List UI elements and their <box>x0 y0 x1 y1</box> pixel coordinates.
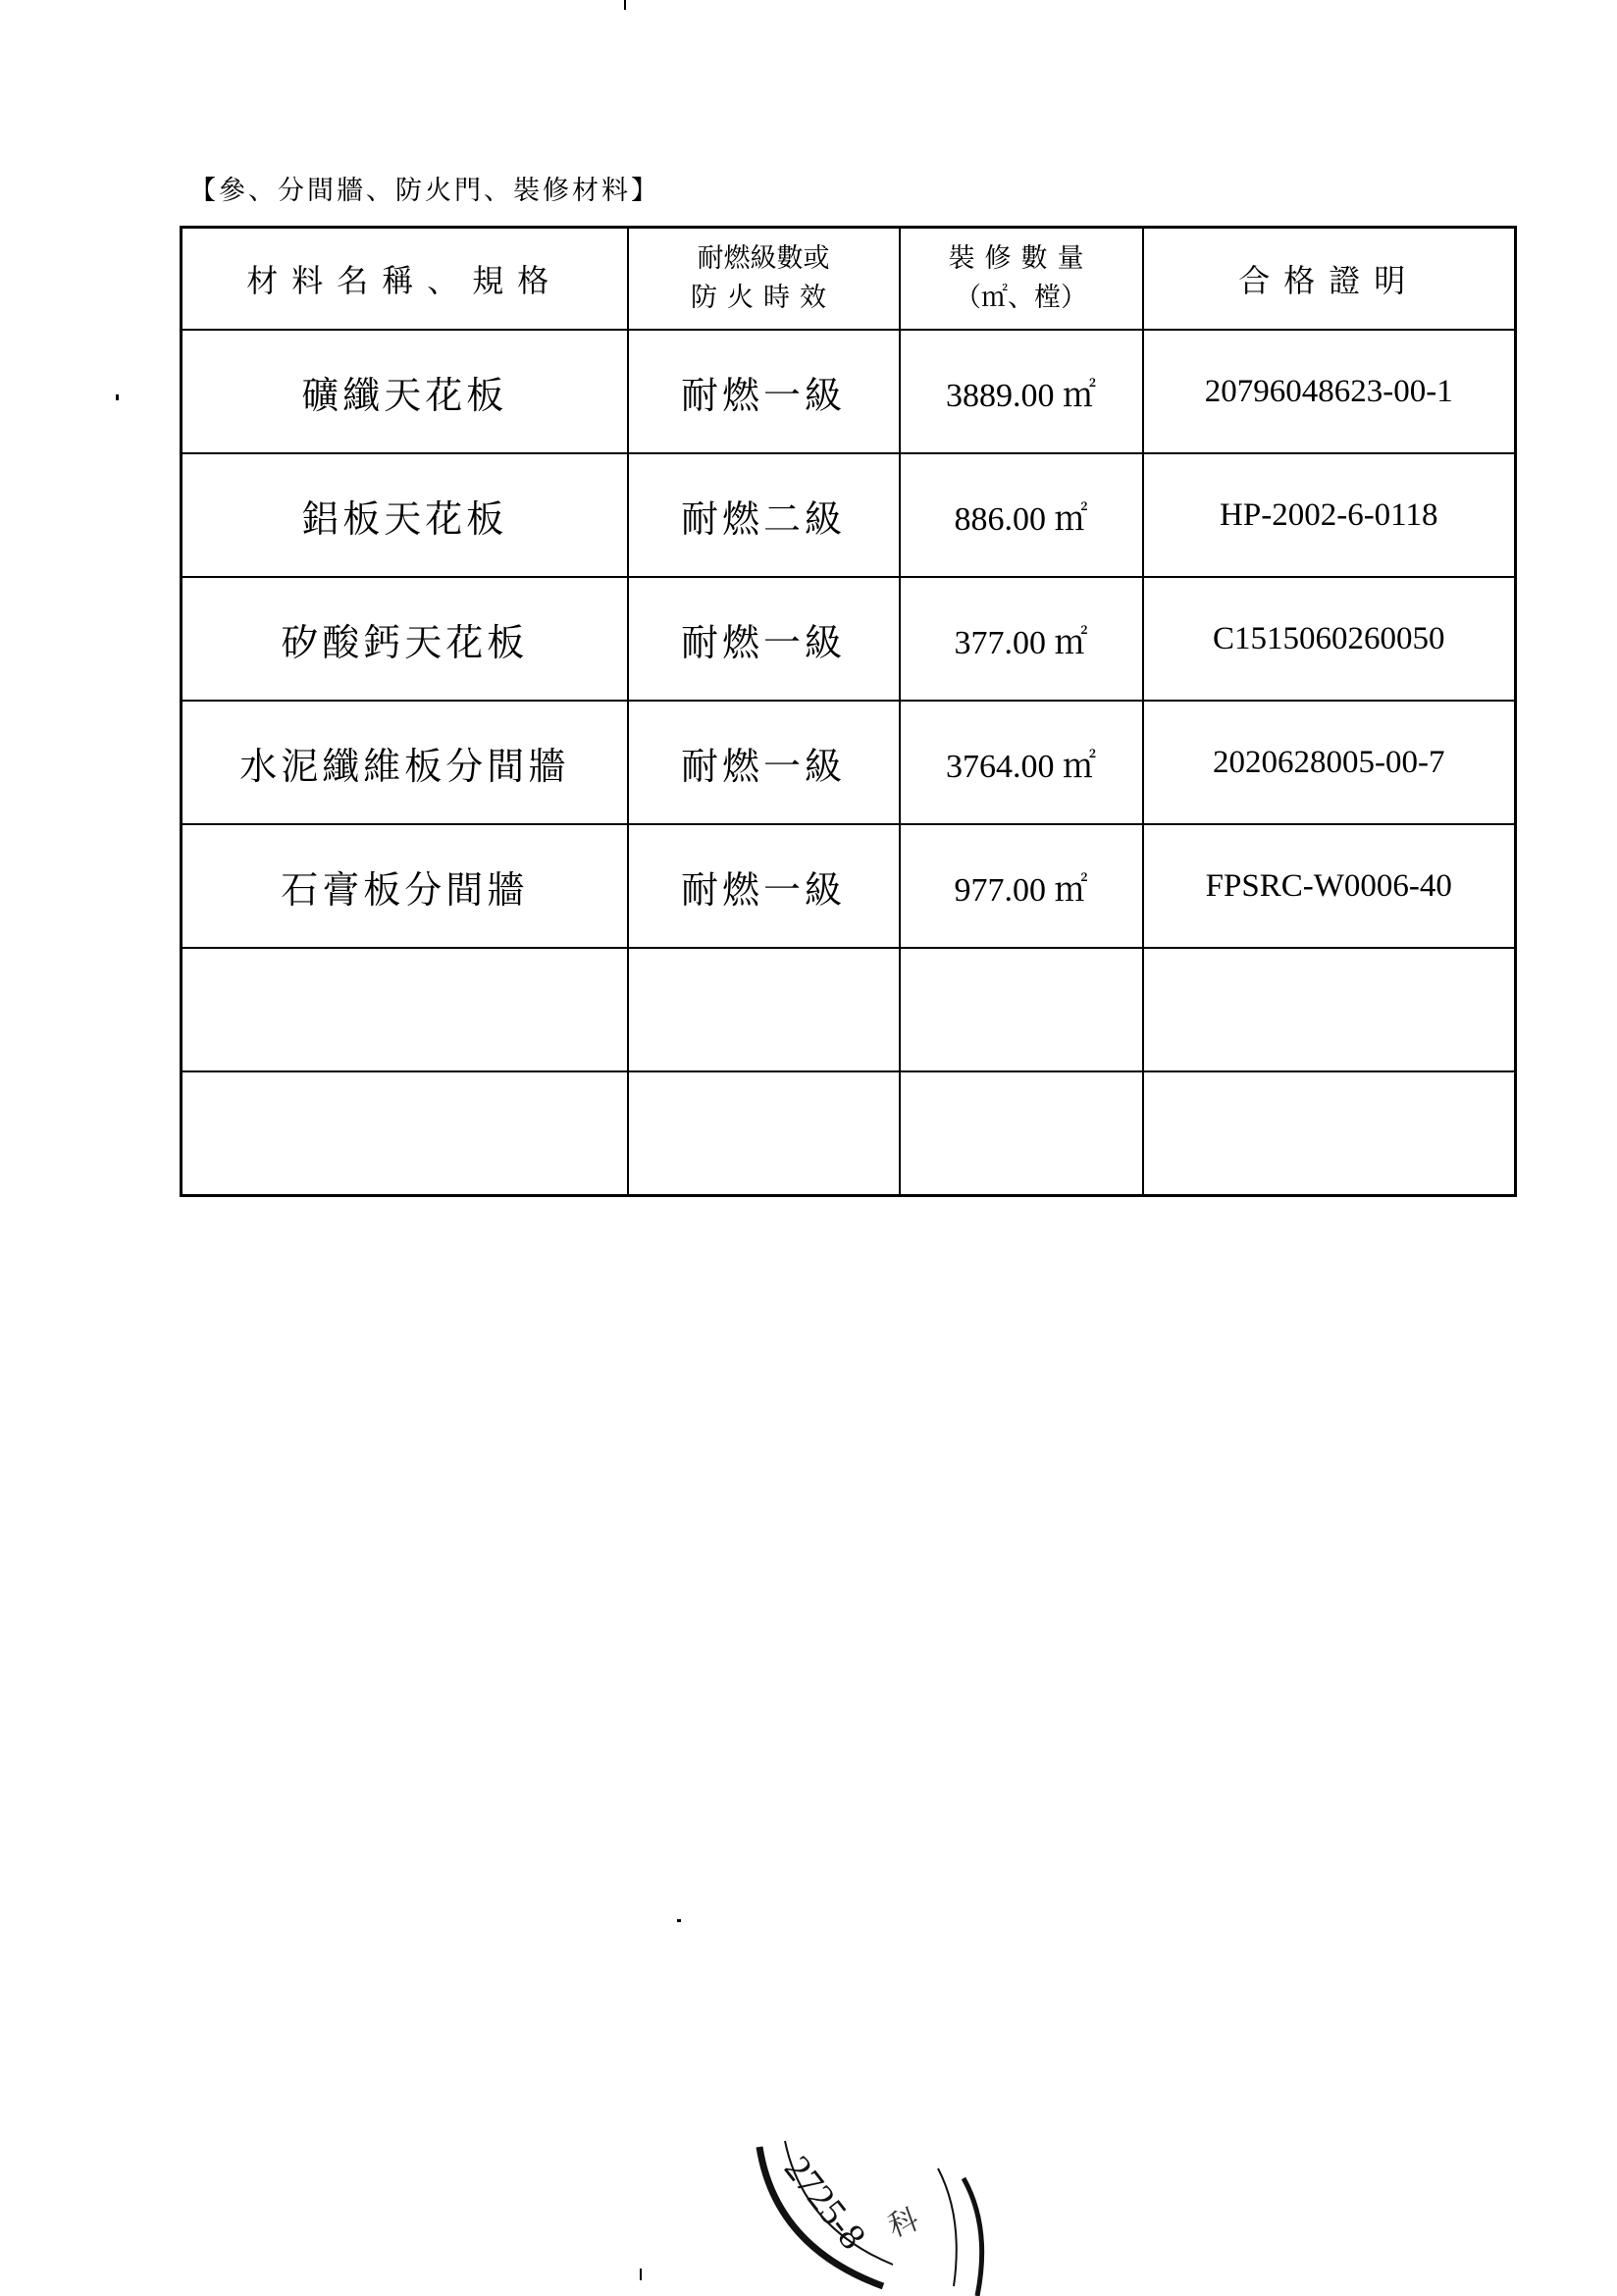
material-name: 矽酸鈣天花板 <box>182 577 628 701</box>
header-cert-label: 合格證明 <box>1238 262 1420 299</box>
material-name: 鋁板天花板 <box>182 453 628 577</box>
fire-grade <box>628 1071 900 1196</box>
header-cert <box>1143 228 1516 331</box>
certificate <box>1143 1071 1516 1196</box>
header-name <box>182 228 628 331</box>
header-quantity-line2: （㎡、樘） <box>955 283 1087 313</box>
table-row-empty <box>182 1071 1516 1196</box>
seal-stamp <box>746 2139 1030 2296</box>
scan-mark-bottom <box>640 2269 642 2280</box>
certificate: 2020628005-00-7 <box>1143 701 1516 824</box>
quantity: 977.00 ㎡ <box>900 824 1143 948</box>
fire-grade: 耐燃一級 <box>628 330 900 453</box>
header-quantity <box>900 228 1143 331</box>
quantity: 3764.00 ㎡ <box>900 701 1143 824</box>
certificate: 20796048623-00-1 <box>1143 330 1516 453</box>
certificate <box>1143 948 1516 1071</box>
table-row <box>182 453 1516 577</box>
header-row <box>182 228 1516 331</box>
quantity: 886.00 ㎡ <box>900 453 1143 577</box>
material-name <box>182 1071 628 1196</box>
table-row <box>182 824 1516 948</box>
scan-mark-dot <box>677 1919 681 1922</box>
materials-table <box>180 226 1517 1197</box>
certificate: C1515060260050 <box>1143 577 1516 701</box>
header-grade <box>628 228 900 331</box>
material-name <box>182 948 628 1071</box>
header-name-label: 材料名稱、規格 <box>246 262 563 299</box>
material-name: 石膏板分間牆 <box>182 824 628 948</box>
scan-mark-left <box>116 394 119 400</box>
quantity <box>900 948 1143 1071</box>
fire-grade: 耐燃一級 <box>628 577 900 701</box>
quantity: 3889.00 ㎡ <box>900 330 1143 453</box>
fire-grade: 耐燃一級 <box>628 824 900 948</box>
scan-mark-top <box>624 0 626 10</box>
table-row-empty <box>182 948 1516 1071</box>
quantity: 377.00 ㎡ <box>900 577 1143 701</box>
section-title: 【參、分間牆、防火門、裝修材料】 <box>189 176 660 206</box>
header-grade-line2: 防火時效 <box>691 283 836 313</box>
header-grade-line1: 耐燃級數或 <box>697 243 830 274</box>
svg-text:科: 科 <box>883 2202 923 2245</box>
table-row <box>182 701 1516 824</box>
fire-grade: 耐燃一級 <box>628 701 900 824</box>
quantity <box>900 1071 1143 1196</box>
table-row <box>182 577 1516 701</box>
seal-stamp-graphic <box>746 2139 1030 2296</box>
fire-grade <box>628 948 900 1071</box>
certificate: HP-2002-6-0118 <box>1143 453 1516 577</box>
material-name: 水泥纖維板分間牆 <box>182 701 628 824</box>
svg-text:2725-8: 2725-8 <box>775 2148 874 2258</box>
fire-grade: 耐燃二級 <box>628 453 900 577</box>
material-name: 礦纖天花板 <box>182 330 628 453</box>
table-row <box>182 330 1516 453</box>
certificate: FPSRC-W0006-40 <box>1143 824 1516 948</box>
header-quantity-line1: 裝修數量 <box>948 243 1094 274</box>
